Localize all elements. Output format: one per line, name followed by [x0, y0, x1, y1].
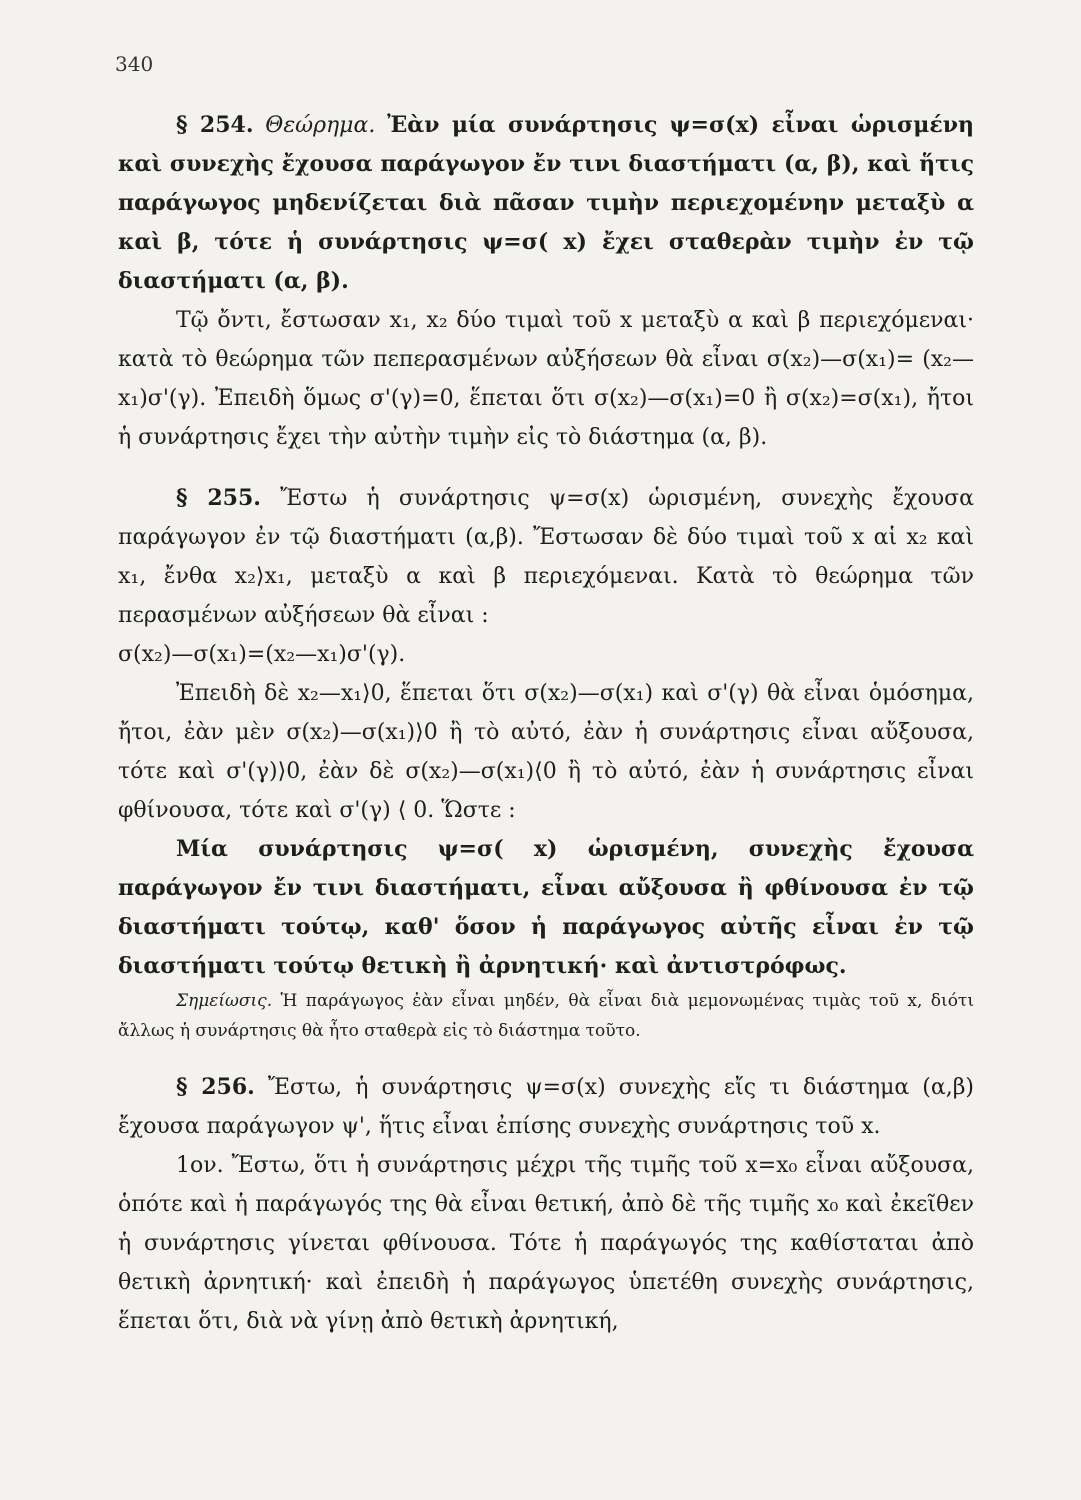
case-1-text: Ἔστω, ὅτι ἡ συνάρτησις μέχρι τῆς τιμῆς τοῦ x=x₀ εἶναι αὔξουσα, ὁπότε καὶ ἡ παράγωγός της θὰ εἶναι θετική, ἀπὸ δὲ τῆς τιμῆς x₀ καὶ ἐκεῖθεν ἡ συνάρτησις γίνεται φθίνουσα. Τότε ἡ παράγωγός της καθίσταται ἀπὸ θετικὴ ἀρνητική· καὶ ἐπειδὴ ἡ παράγωγος ὑπετέθη συνεχὴς συνάρτησις, ἕπεται ὅτι, διὰ νὰ γίνῃ ἀπὸ θετικὴ ἀρνητική, [118, 1153, 974, 1334]
theorem-statement: Ἐὰν μία συνάρτησις ψ=σ(x) εἶναι ὡρισμένη καὶ συνεχὴς ἔχουσα παράγωγον ἔν τινι διαστήματι (α, β), καὶ ἥτις παράγωγος μηδενίζεται διὰ πᾶσαν τιμὴν περιεχομένην μεταξὺ α καὶ β, τότε ἡ συνάρτησις ψ=σ( x) ἔχει σταθερὰν τιμὴν ἐν τῷ διαστήματι (α, β). [118, 112, 974, 294]
section-254-theorem [118, 106, 974, 301]
theorem-label: Θεώρημα. [265, 113, 376, 138]
section-256-text: Ἔστω, ἡ συνάρτησις ψ=σ(x) συνεχὴς εἴς τι διάστημα (α,β) ἔχουσα παράγωγον ψ', ἥτις εἶναι ἐπίσης συνεχὴς συνάρτησις τοῦ x. [118, 1075, 975, 1139]
section-255-intro [118, 479, 974, 635]
note-label: Σημείωσις. [176, 991, 273, 1011]
case-1-label: 1ον. [176, 1153, 224, 1178]
section-255-title: § 255. [176, 485, 261, 511]
section-254-title: § 254. [176, 112, 254, 138]
section-256-title: § 256. [176, 1074, 255, 1100]
section-255-text: Ἔστω ἡ συνάρτησις ψ=σ(x) ὡρισμένη, συνεχὴς ἔχουσα παράγωγον ἐν τῷ διαστήματι (α,β). Ἔστωσαν δὲ δύο τιμαὶ τοῦ x αἱ x₂ καὶ x₁, ἔνθα x₂⟩x₁, μεταξὺ α καὶ β περιεχόμεναι. Κατὰ τὸ θεώρημα τῶν περασμένων αὐξήσεων θὰ εἶναι : [118, 486, 974, 628]
section-255-continuation: Ἐπειδὴ δὲ x₂—x₁⟩0, ἕπεται ὅτι σ(x₂)—σ(x₁) καὶ σ'(γ) θὰ εἶναι ὁμόσημα, ἤτοι, ἐὰν μὲν σ(x₂)—σ(x₁)⟩0 ἢ τὸ αὐτό, ἐὰν ἡ συνάρτησις εἶναι αὔξουσα, τότε καὶ σ'(γ)⟩0, ἐὰν δὲ σ(x₂)—σ(x₁)⟨0 ἢ τὸ αὐτό, ἐὰν ἡ συνάρτησις εἶναι φθίνουσα, τότε καὶ σ'(γ) ⟨ 0. Ὥστε : [118, 681, 974, 823]
section-256-intro [118, 1068, 974, 1146]
note-text: Ἡ παράγωγος ἐὰν εἶναι μηδέν, θὰ εἶναι διὰ μεμονωμένας τιμὰς τοῦ x, διότι ἄλλως ἡ συνάρτησις θὰ ἦτο σταθερὰ εἰς τὸ διάστημα τοῦτο. [118, 991, 975, 1041]
section-255-equation: σ(x₂)—σ(x₁)=(x₂—x₁)σ'(γ). [118, 642, 406, 667]
note [118, 986, 974, 1046]
body-text [118, 106, 974, 1341]
page-number: 340 [115, 52, 154, 76]
section-256-case-1 [118, 1146, 974, 1341]
section-255-result: Μία συνάρτησις ψ=σ( x) ὡρισμένη, συνεχὴς ἔχουσα παράγωγον ἔν τινι διαστήματι, εἶναι αὔξουσα ἢ φθίνουσα ἐν τῷ διαστήματι τούτῳ, καθ' ὅσον ἡ παράγωγος αὐτῆς εἶναι ἐν τῷ διαστήματι τούτῳ θετικὴ ἢ ἀρνητική· καὶ ἀντιστρόφως. [118, 836, 974, 979]
section-254-proof: Τῷ ὄντι, ἔστωσαν x₁, x₂ δύο τιμαὶ τοῦ x μεταξὺ α καὶ β περιεχόμεναι· κατὰ τὸ θεώρημα τῶν πεπερασμένων αὐξήσεων θὰ εἶναι σ(x₂)—σ(x₁)= (x₂—x₁)σ'(γ). Ἐπειδὴ ὅμως σ'(γ)=0, ἕπεται ὅτι σ(x₂)—σ(x₁)=0 ἢ σ(x₂)=σ(x₁), ἤτοι ἡ συνάρτησις ἔχει τὴν αὐτὴν τιμὴν εἰς τὸ διάστημα (α, β). [118, 308, 974, 450]
